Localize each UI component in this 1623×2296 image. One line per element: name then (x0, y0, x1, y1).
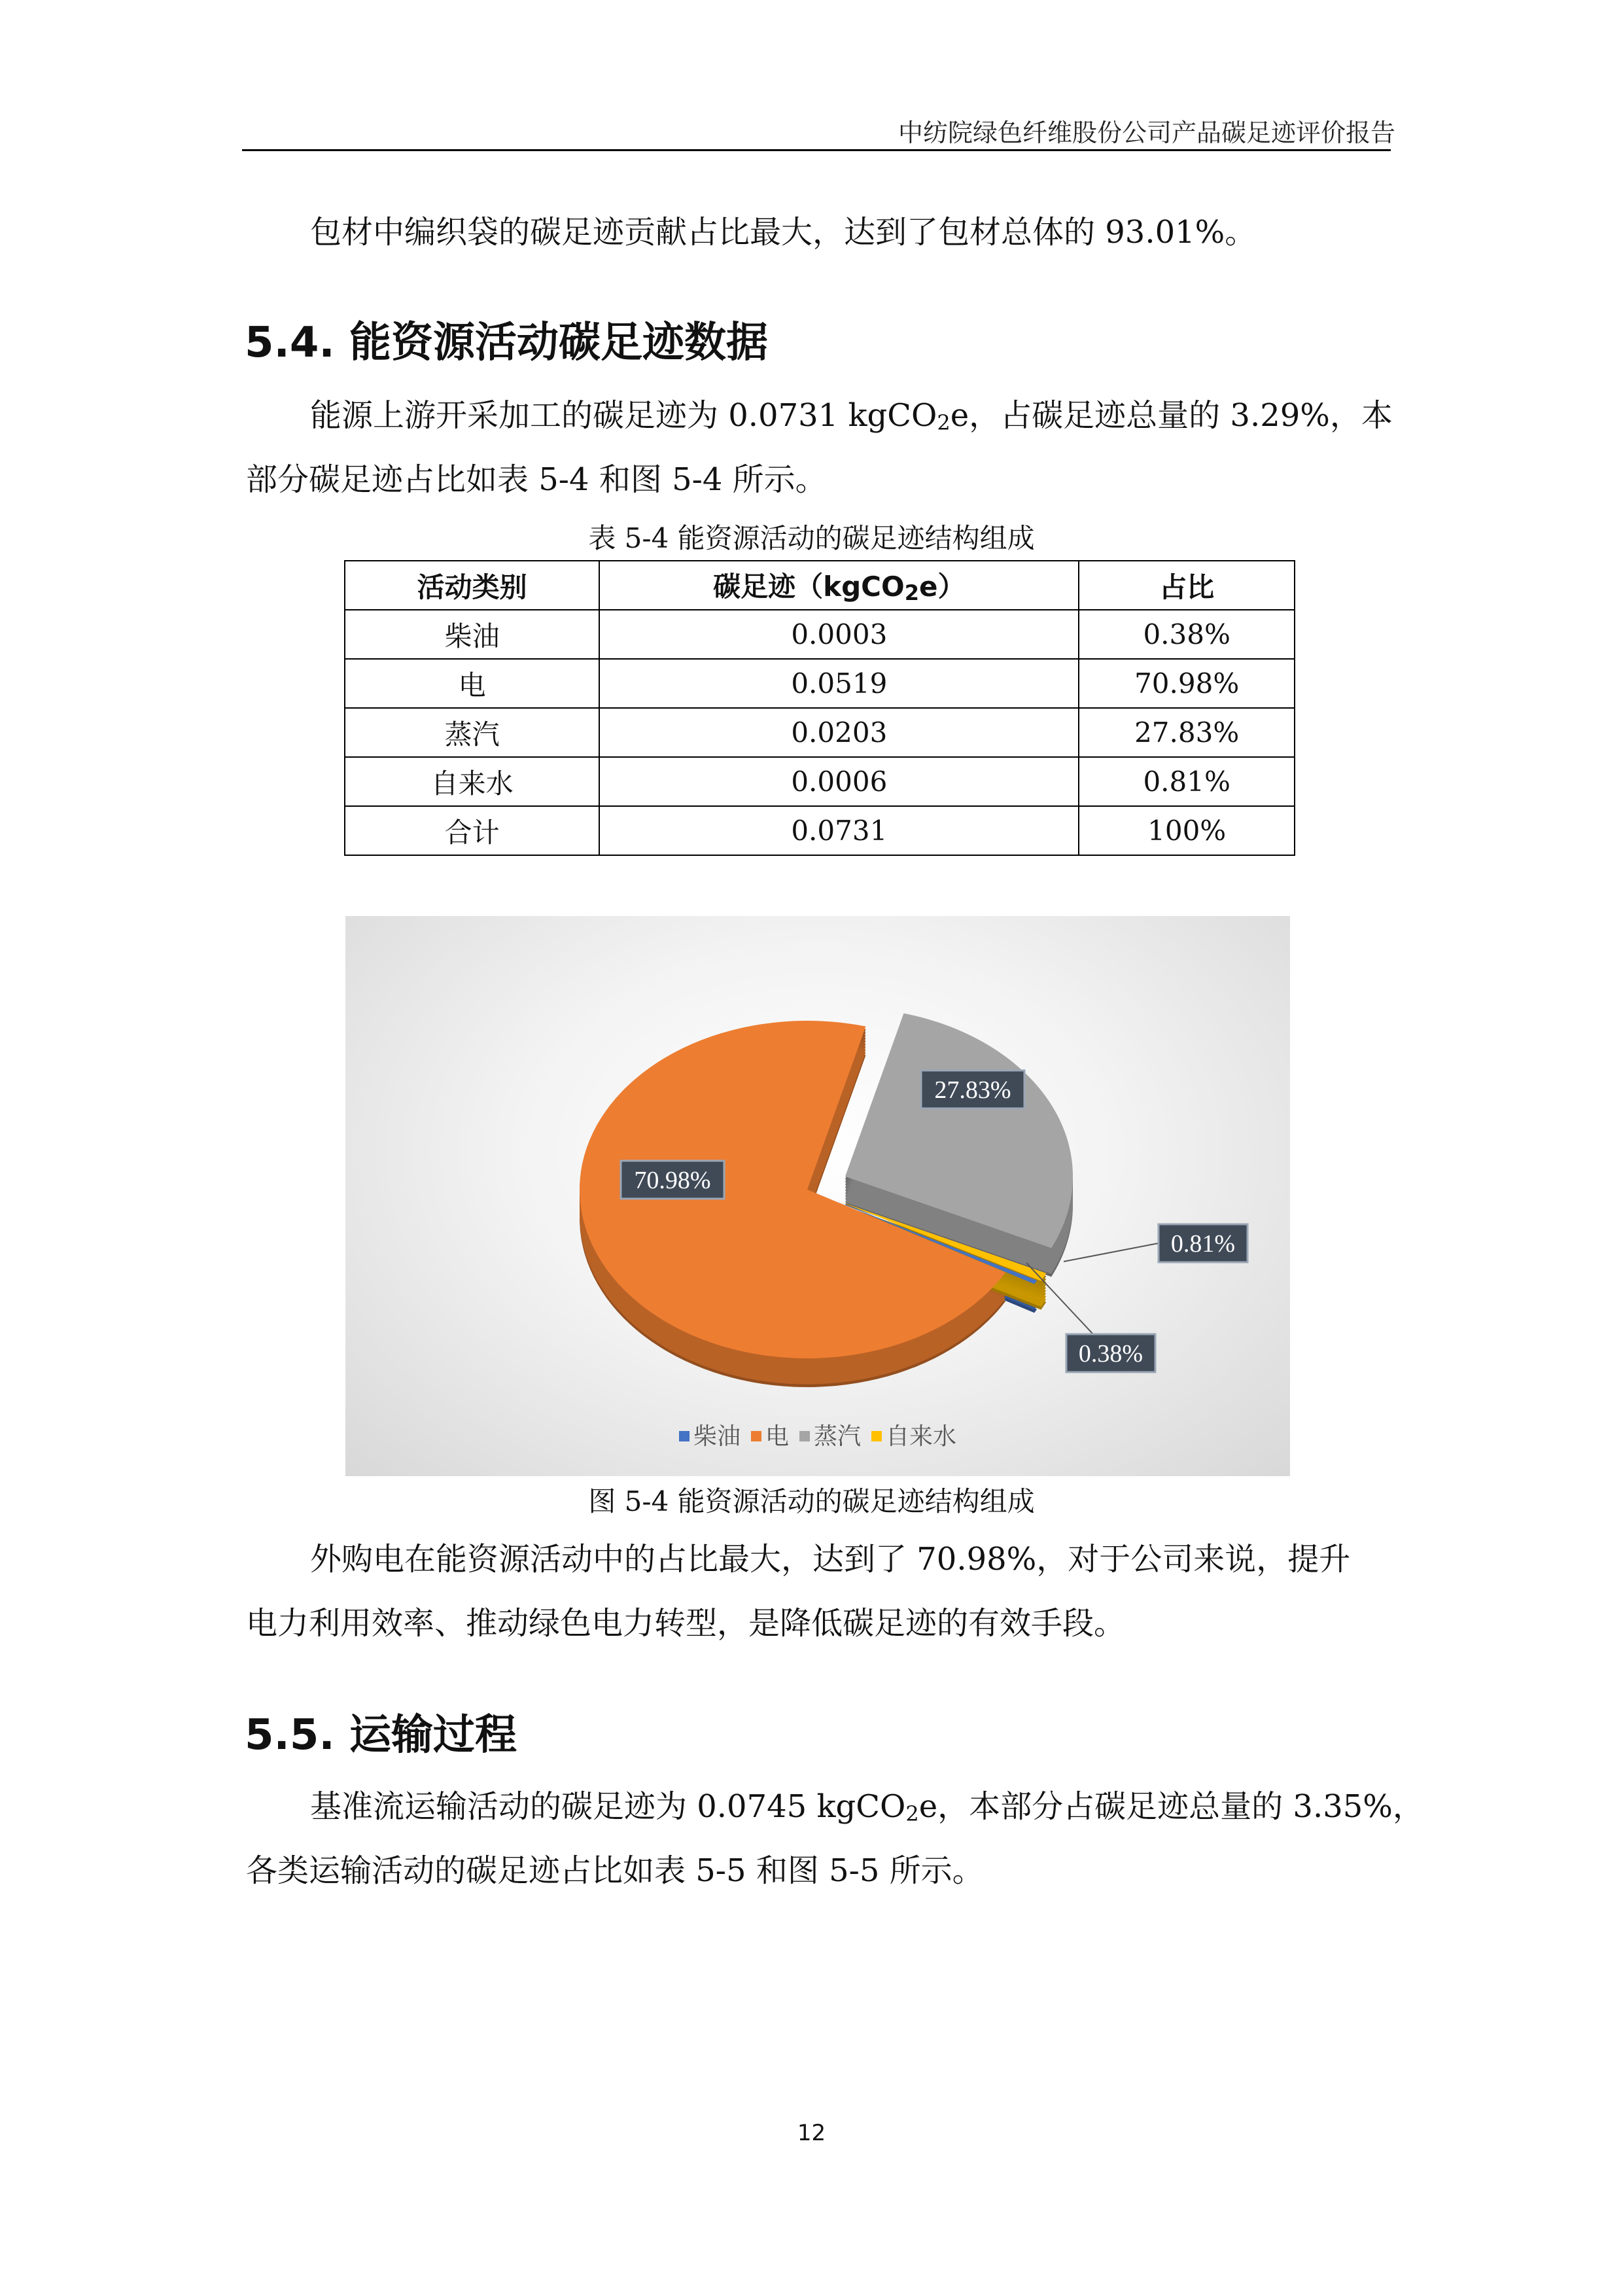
cell-footprint: 0.0006 (599, 757, 1079, 806)
legend-swatch (751, 1431, 761, 1441)
section-5-5-paragraph-line2: 各类运输活动的碳足迹占比如表 5-5 和图 5-5 所示。 (246, 1852, 984, 1889)
para-text-b: e，本部分占碳足迹总量的 3.35%， (918, 1788, 1424, 1825)
cell-footprint: 0.0731 (599, 806, 1079, 855)
cell-share: 27.83% (1079, 708, 1295, 757)
section-5-5-heading: 5.5. 运输过程 (245, 1711, 517, 1759)
analysis-line2: 电力利用效率、推动绿色电力转型，是降低碳足迹的有效手段。 (246, 1605, 1126, 1642)
page-number: 12 (797, 2120, 826, 2146)
cell-footprint: 0.0203 (599, 708, 1079, 757)
pie-chart-svg (345, 916, 1290, 1476)
cell-category: 自来水 (345, 757, 599, 806)
section-5-4-heading: 5.4. 能资源活动碳足迹数据 (245, 319, 768, 367)
section-5-4-paragraph-line1 (246, 383, 1391, 455)
header-footprint (599, 561, 1079, 610)
header-footprint-b: e） (918, 571, 966, 603)
legend-swatch (871, 1431, 882, 1441)
header-share: 占比 (1079, 561, 1295, 610)
cell-category: 蒸汽 (345, 708, 599, 757)
cell-footprint: 0.0003 (599, 610, 1079, 659)
legend-item (799, 1418, 861, 1451)
cell-share: 0.38% (1079, 610, 1295, 659)
legend-item (679, 1418, 741, 1451)
intro-paragraph: 包材中编织袋的碳足迹贡献占比最大，达到了包材总体的 93.01%。 (310, 214, 1257, 251)
header-rule (242, 149, 1391, 151)
section-5-4-paragraph-line2: 部分碳足迹占比如表 5-4 和图 5-4 所示。 (246, 461, 827, 498)
table-row (345, 610, 1295, 659)
para-subscript: 2 (937, 410, 951, 435)
analysis-line1: 外购电在能资源活动中的占比最大，达到了 70.98%，对于公司来说，提升 (310, 1541, 1351, 1578)
cell-share: 0.81% (1079, 757, 1295, 806)
pie-top-layer (580, 1014, 1248, 1372)
data-label-电: 70.98% (634, 1167, 711, 1194)
cell-share: 70.98% (1079, 659, 1295, 708)
legend-label: 电 (765, 1423, 789, 1450)
cell-category: 合计 (345, 806, 599, 855)
data-label-蒸汽: 27.83% (934, 1076, 1011, 1104)
legend-item (871, 1418, 956, 1451)
figure-5-4-pie-chart (345, 916, 1290, 1476)
report-header-title: 中纺院绿色纤维股份公司产品碳足迹评价报告 (898, 118, 1395, 147)
cell-category: 柴油 (345, 610, 599, 659)
leader-line (1064, 1243, 1159, 1262)
header-category: 活动类别 (345, 561, 599, 610)
para-subscript: 2 (905, 1801, 919, 1826)
data-label-自来水: 0.81% (1170, 1230, 1236, 1258)
para-text-a: 基准流运输活动的碳足迹为 0.0745 kgCO (310, 1788, 906, 1825)
cell-share: 100% (1079, 806, 1295, 855)
table-row (345, 806, 1295, 855)
table-5-4 (344, 560, 1295, 856)
table-row (345, 659, 1295, 708)
figure-5-4-caption: 图 5-4 能资源活动的碳足迹结构组成 (588, 1485, 1035, 1517)
table-header-row (345, 561, 1295, 610)
table-row (345, 757, 1295, 806)
legend-label: 自来水 (886, 1423, 957, 1450)
header-footprint-a: 碳足迹（kgCO (713, 571, 905, 603)
legend-label: 蒸汽 (814, 1423, 862, 1450)
section-5-5-paragraph-line1 (246, 1775, 1424, 1846)
legend-label: 柴油 (693, 1423, 741, 1450)
table-5-4-caption: 表 5-4 能资源活动的碳足迹结构组成 (588, 522, 1035, 554)
legend-swatch (679, 1431, 689, 1441)
cell-footprint: 0.0519 (599, 659, 1079, 708)
cell-category: 电 (345, 659, 599, 708)
header-footprint-sub: 2 (904, 580, 919, 605)
chart-legend (345, 1418, 1290, 1451)
table-row (345, 708, 1295, 757)
legend-swatch (799, 1431, 810, 1441)
legend-item (751, 1418, 789, 1451)
para-text-a: 能源上游开采加工的碳足迹为 0.0731 kgCO (310, 397, 937, 434)
data-label-柴油: 0.38% (1078, 1340, 1143, 1368)
para-text-b: e，占碳足迹总量的 3.29%，本 (950, 397, 1393, 434)
